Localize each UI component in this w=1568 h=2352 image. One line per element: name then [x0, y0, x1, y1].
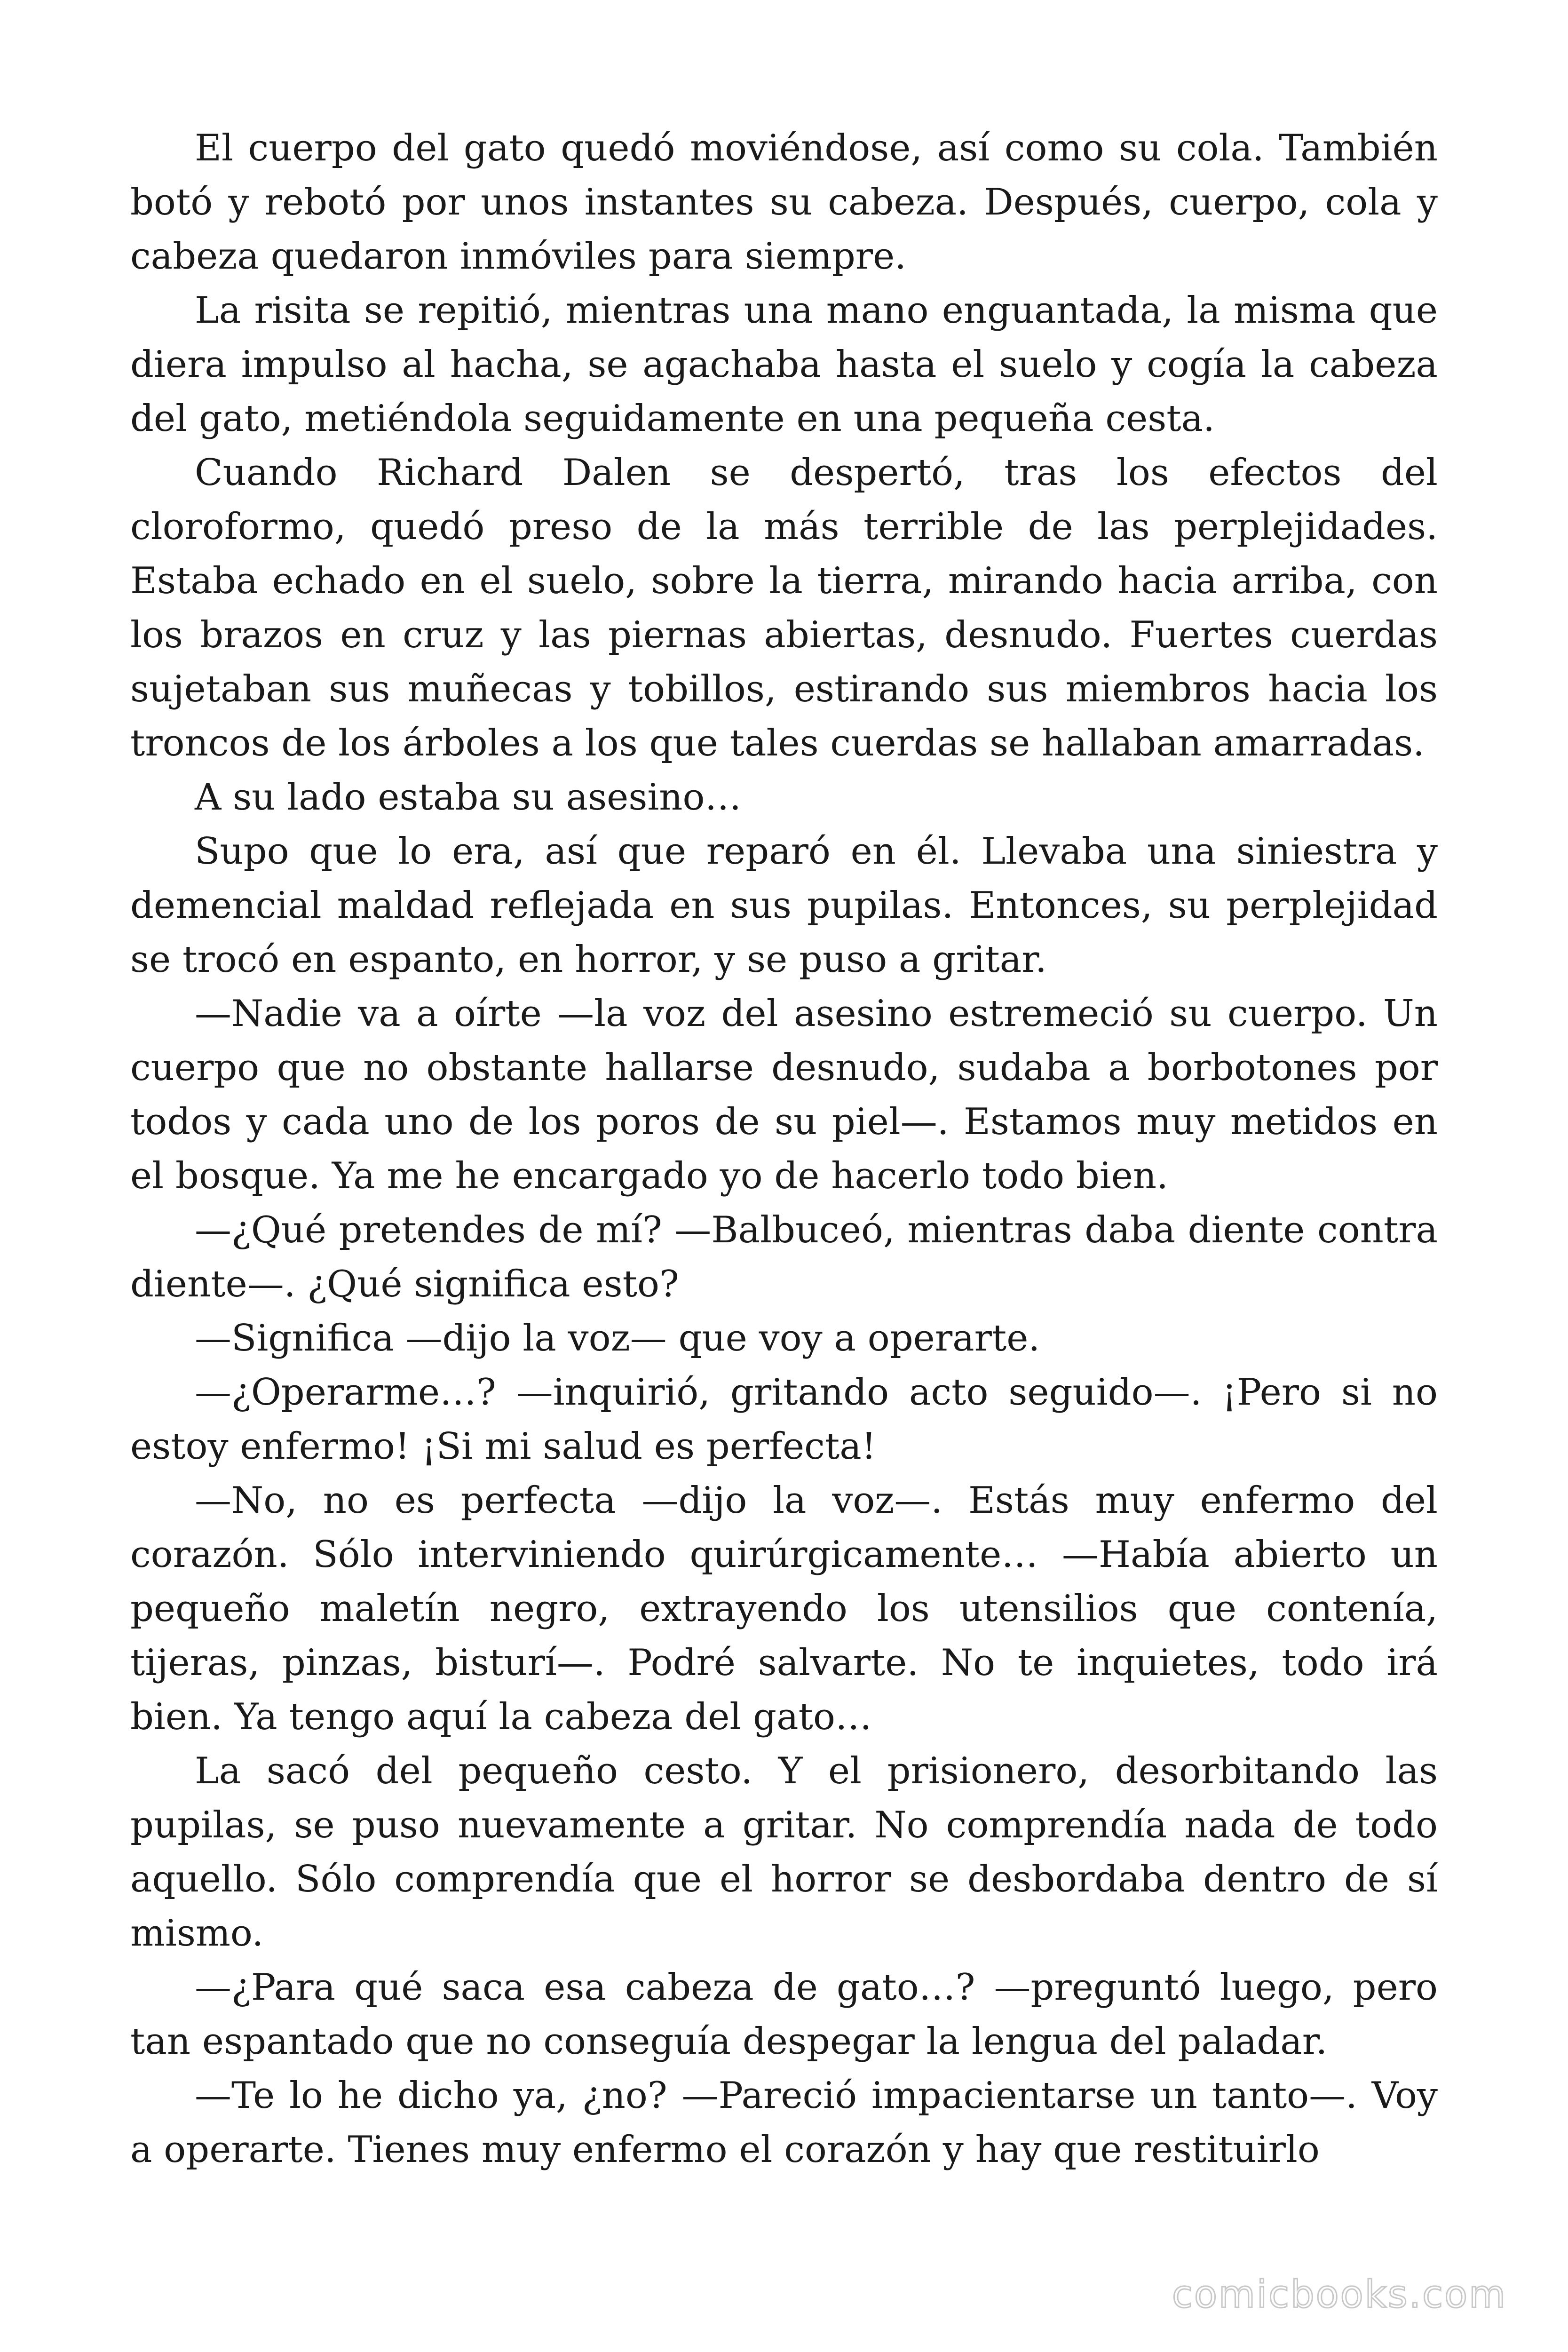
watermark: comicbooks.com: [1172, 2273, 1507, 2316]
paragraph: Supo que lo era, así que reparó en él. Llevaba una siniestra y demencial maldad reflejada en sus pupilas. Entonces, su perplejidad se trocó en espanto, en horror, y se puso a gritar.: [130, 830, 1438, 981]
page-text: [130, 121, 1438, 2177]
paragraph: La risita se repitió, mientras una mano enguantada, la misma que diera impulso al hacha, se agachaba hasta el suelo y cogía la cabeza del gato, metiéndola seguidamente en una pequeña cesta.: [130, 289, 1438, 440]
paragraph: —¿Operarme…? —inquirió, gritando acto seguido—. ¡Pero si no estoy enfermo! ¡Si mi salud es perfecta!: [130, 1371, 1438, 1468]
paragraph: A su lado estaba su asesino…: [195, 776, 742, 818]
paragraph: —Te lo he dicho ya, ¿no? —Pareció impacientarse un tanto—. Voy a operarte. Tienes muy enfermo el corazón y hay que restituirlo: [130, 2074, 1438, 2171]
paragraph: La sacó del pequeño cesto. Y el prisionero, desorbitando las pupilas, se puso nuevamente a gritar. No comprendía nada de todo aquello. Sólo comprendía que el horror se desbordaba dentro de sí mismo.: [130, 1750, 1438, 1955]
paragraph: —Nadie va a oírte —la voz del asesino estremeció su cuerpo. Un cuerpo que no obstante hallarse desnudo, sudaba a borbotones por todos y cada uno de los poros de su piel—. Estamos muy metidos en el bosque. Ya me he encargado yo de hacerlo todo bien.: [130, 993, 1438, 1197]
paragraph: Cuando Richard Dalen se despertó, tras los efectos del cloroformo, quedó preso de la más terrible de las perplejidades. Estaba echado en el suelo, sobre la tierra, mirando hacia arriba, con los brazos en cruz y las piernas abiertas, desnudo. Fuertes cuerdas sujetaban sus muñecas y tobillos, estirando sus miembros hacia los troncos de los árboles a los que tales cuerdas se hallaban amarradas.: [130, 452, 1438, 764]
paragraph: —Significa —dijo la voz— que voy a operarte.: [195, 1317, 1040, 1359]
paragraph: —¿Para qué saca esa cabeza de gato…? —preguntó luego, pero tan espantado que no conseguía despegar la lengua del paladar.: [130, 1966, 1438, 2063]
paragraph: —No, no es perfecta —dijo la voz—. Estás muy enfermo del corazón. Sólo interviniendo quirúrgicamente… —Había abierto un pequeño maletín negro, extrayendo los utensilios que contenía, tijeras, pinzas, bisturí—. Podré salvarte. No te inquietes, todo irá bien. Ya tengo aquí la cabeza del gato…: [130, 1479, 1438, 1738]
paragraph: El cuerpo del gato quedó moviéndose, así como su cola. También botó y rebotó por unos instantes su cabeza. Después, cuerpo, cola y cabeza quedaron inmóviles para siempre.: [130, 127, 1438, 278]
paragraph: —¿Qué pretendes de mí? —Balbuceó, mientras daba diente contra diente—. ¿Qué significa esto?: [130, 1209, 1438, 1305]
